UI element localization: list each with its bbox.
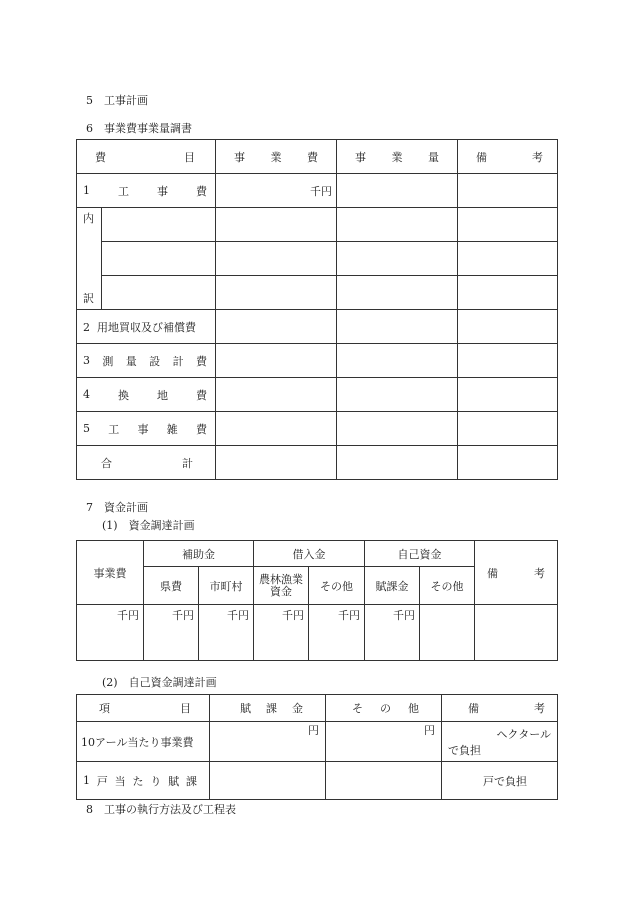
table-row [77, 276, 558, 310]
table-row [77, 208, 558, 242]
section-7-1-heading: (1) 資金調達計画 [102, 519, 195, 532]
header-kariire: 借入金 [254, 541, 365, 567]
self-funding-table: 項 目 賦 課 金 そ の 他 備 考 10アール当たり事業費 円 円 ヘクタール で負担 1 戸 当 た り 賦 課 戸で負担 [76, 694, 558, 800]
table-row: 5 工 事 雑 費 [77, 412, 558, 446]
section-7-heading: 7 資金計画 [86, 501, 148, 514]
header-hojokin: 補助金 [144, 541, 254, 567]
uchiwake-bottom: 訳 [83, 292, 94, 305]
table-row: 4 換 地 費 [77, 378, 558, 412]
header-jigyohi: 事業費 [77, 541, 144, 605]
cost-volume-table [76, 139, 558, 480]
funding-plan-table: 事業費 補助金 借入金 自己資金 備 考 県費 市町村 農林漁業資金 その他 賦課金 その他 千円 千円 千円 千円 千円 千円 [76, 540, 558, 661]
table-row [77, 242, 558, 276]
section-7-2-heading: (2) 自己資金調達計画 [102, 676, 217, 689]
header-himoku-1: 費 [95, 150, 106, 164]
table-row: 2 用地買収及び補償費 [77, 310, 558, 344]
uchiwake-top: 内 [83, 212, 94, 225]
total-row [77, 446, 558, 480]
sub-shichoson: 市町村 [199, 567, 254, 605]
table-row: 千円 千円 千円 千円 千円 千円 [77, 605, 558, 661]
sub-fukakin: 賦課金 [365, 567, 420, 605]
header-himoku-2: 目 [184, 150, 195, 164]
table-row: 10アール当たり事業費 円 円 ヘクタール で負担 [77, 722, 558, 762]
sub-sonota-2: その他 [420, 567, 475, 605]
row2-note: 戸で負担 [442, 762, 558, 800]
sub-sonota-1: その他 [309, 567, 365, 605]
total-label-2: 計 [182, 456, 193, 470]
table-row: 1 工 事 費 千円 [77, 174, 558, 208]
total-label-1: 合 [101, 456, 112, 470]
sub-kenpi: 県費 [144, 567, 199, 605]
section-6-heading: 6 事業費事業量調書 [86, 122, 192, 135]
table-header-row: 費 目 事 業 費 事 業 量 備 考 [77, 140, 558, 174]
row2-label: 用地買収及び補償費 [97, 320, 196, 334]
section-8-heading: 8 工事の執行方法及び工程表 [86, 803, 236, 816]
section-5-heading: 5 工事計画 [86, 94, 148, 107]
sub-noringyo: 農林漁業資金 [254, 567, 309, 605]
row1-label: 10アール当たり事業費 [77, 722, 210, 762]
table-row: 3 測 量 設 計 費 [77, 344, 558, 378]
header-jiko-shikin: 自己資金 [365, 541, 475, 567]
table-row: 1 戸 当 た り 賦 課 戸で負担 [77, 762, 558, 800]
construction-cost-value: 千円 [216, 174, 337, 208]
